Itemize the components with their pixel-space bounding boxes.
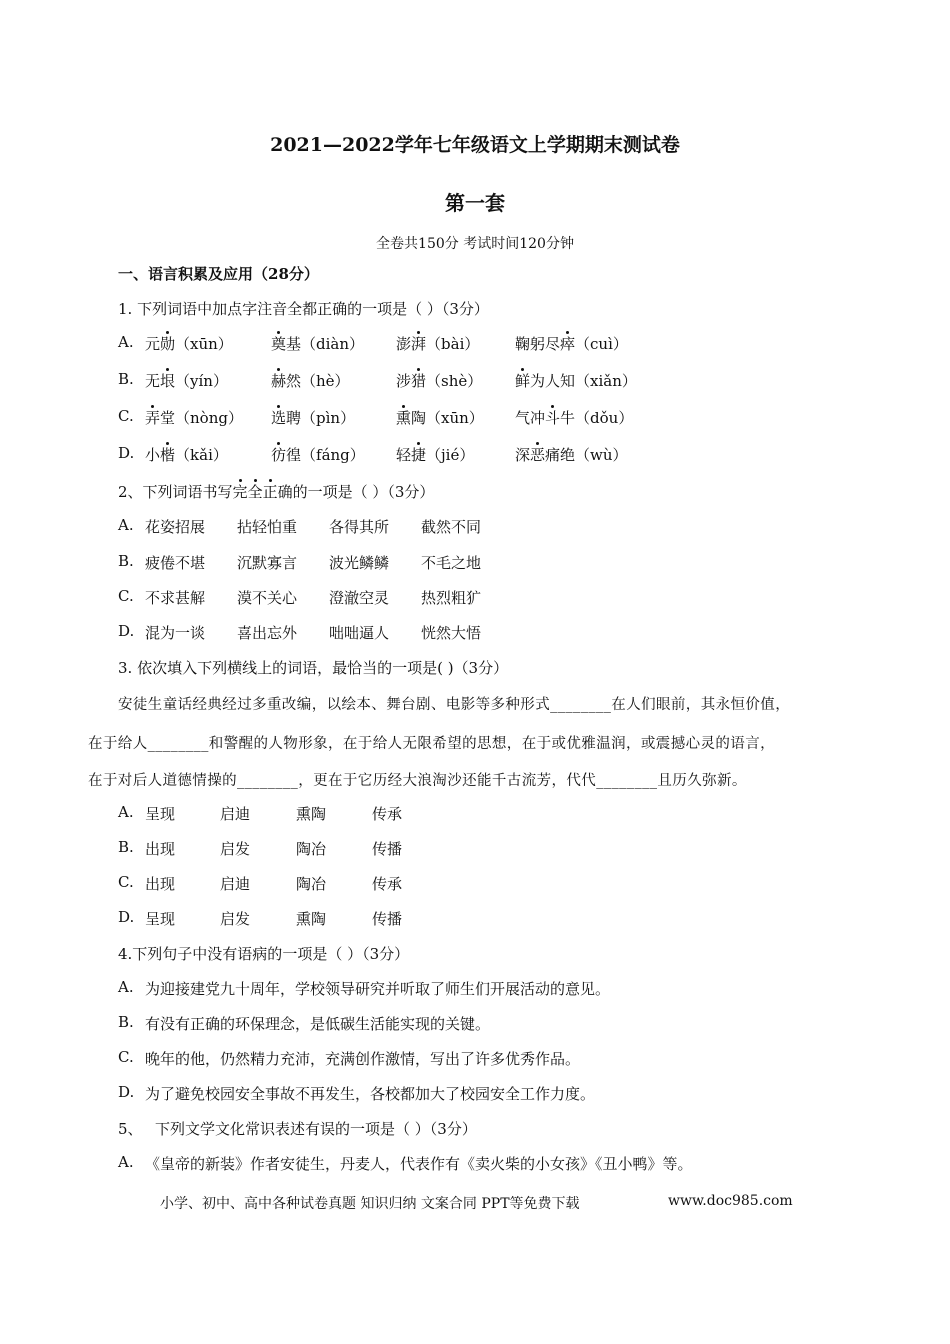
footer-text: 小学、初中、高中各种试卷真题 知识归纳 文案合同 PPT等免费下载 — [160, 1196, 580, 1212]
option-letter: A. — [118, 1153, 134, 1171]
option-term — [271, 370, 350, 391]
option-term — [396, 333, 479, 354]
term-post: （jié） — [426, 446, 475, 464]
option-term — [515, 407, 633, 428]
term-post: 痛绝（wù） — [545, 446, 628, 464]
option-term: 拈轻怕重 — [237, 518, 298, 536]
option-letter: D. — [118, 908, 135, 926]
dotted-char: 选 — [271, 409, 287, 427]
term-pre: 气冲 — [515, 409, 546, 427]
dotted-char: 正 — [262, 483, 278, 501]
question-4-stem: 4.下列句子中没有语病的一项是（ ）（3分） — [118, 945, 410, 963]
option-term: 呈现 — [145, 910, 176, 928]
option-term — [145, 370, 228, 391]
term-post: （bài） — [426, 335, 480, 353]
dotted-char: 勋 — [160, 335, 176, 353]
passage-line: 在于给人________和警醒的人物形象，在于给人无限希望的思想，在于或优雅温润，或震撼心灵的语言， — [88, 736, 775, 752]
option-text: 晚年的他，仍然精力充沛，充满创作激情，写出了许多优秀作品。 — [145, 1050, 581, 1068]
option-term: 喜出忘外 — [237, 624, 298, 642]
option-letter: C. — [118, 1048, 134, 1066]
dotted-char: 完 — [232, 483, 248, 501]
term-post: 基（diàn） — [286, 335, 365, 353]
term-post: 然（hè） — [286, 372, 350, 390]
option-term: 传播 — [372, 840, 403, 858]
option-term: 出现 — [145, 840, 176, 858]
option-term: 波光鳞鳞 — [329, 554, 390, 572]
option-term — [515, 370, 637, 391]
option-letter: A. — [118, 803, 134, 821]
term-post: （cuì） — [575, 335, 628, 353]
dotted-char: 鲜 — [515, 372, 531, 390]
dotted-char: 猎 — [411, 372, 427, 390]
dotted-char: 赫 — [271, 372, 287, 390]
option-letter: A. — [118, 333, 134, 351]
question-5-number: 5、 — [118, 1120, 143, 1138]
term-post: （xūn） — [175, 335, 233, 353]
option-term: 不求甚解 — [145, 589, 206, 607]
term-post: 堂（nòng） — [160, 409, 243, 427]
dotted-char: 垠 — [160, 372, 176, 390]
option-term: 启发 — [220, 910, 251, 928]
term-pre: 澎 — [396, 335, 412, 353]
option-letter: D. — [118, 622, 135, 640]
term-post: （kǎi） — [175, 446, 228, 464]
option-letter: D. — [118, 444, 135, 462]
question-2-stem — [118, 481, 434, 502]
option-term: 传承 — [372, 875, 403, 893]
footer-url[interactable]: www.doc985.com — [668, 1193, 793, 1209]
option-letter: C. — [118, 587, 134, 605]
dotted-char: 全 — [247, 483, 263, 501]
option-term: 陶冶 — [296, 840, 327, 858]
dotted-char: 斗 — [545, 409, 561, 427]
question-5-stem: 下列文学文化常识表述有误的一项是（ ）（3分） — [155, 1120, 477, 1138]
dotted-char: 弄 — [145, 409, 161, 427]
dotted-char: 恶 — [530, 446, 546, 464]
option-term — [271, 333, 364, 354]
dotted-char: 奠 — [271, 335, 287, 353]
option-term: 漠不关心 — [237, 589, 298, 607]
option-term — [396, 444, 474, 465]
option-letter: A. — [118, 516, 134, 534]
option-term: 出现 — [145, 875, 176, 893]
term-post: （shè） — [426, 372, 483, 390]
option-term: 混为一谈 — [145, 624, 206, 642]
option-term: 熏陶 — [296, 910, 327, 928]
option-term: 疲倦不堪 — [145, 554, 206, 572]
option-term: 传承 — [372, 805, 403, 823]
option-term: 恍然大悟 — [421, 624, 482, 642]
term-pre: 深 — [515, 446, 531, 464]
dotted-char: 湃 — [411, 335, 427, 353]
option-text: 《皇帝的新装》作者安徒生，丹麦人，代表作有《卖火柴的小女孩》《丑小鸭》等。 — [145, 1155, 693, 1173]
exam-title: 2021—2022学年七年级语文上学期期末测试卷 — [270, 134, 680, 156]
term-post: 牛（dǒu） — [560, 409, 634, 427]
option-term: 沉默寡言 — [237, 554, 298, 572]
option-term: 热烈粗犷 — [421, 589, 482, 607]
term-pre: 轻 — [396, 446, 412, 464]
term-pre: 涉 — [396, 372, 412, 390]
dotted-char: 熏 — [396, 409, 412, 427]
option-letter: B. — [118, 838, 134, 856]
option-term — [396, 407, 484, 428]
option-letter: A. — [118, 978, 134, 996]
option-letter: D. — [118, 1083, 135, 1101]
question-2-stem-pre: 2、下列词语书写 — [118, 483, 233, 501]
option-term: 熏陶 — [296, 805, 327, 823]
term-post: （yín） — [175, 372, 228, 390]
term-post: 为人知（xiǎn） — [530, 372, 637, 390]
option-text: 为迎接建党九十周年，学校领导研究并听取了师生们开展活动的意见。 — [145, 980, 611, 998]
dotted-char: 楷 — [160, 446, 176, 464]
option-letter: B. — [118, 1013, 134, 1031]
question-2-stem-post: 确的一项是（ ）（3分） — [277, 483, 435, 501]
option-term — [515, 333, 628, 354]
option-term — [145, 444, 228, 465]
option-term: 咄咄逼人 — [329, 624, 390, 642]
question-3-stem: 3. 依次填入下列横线上的词语，最恰当的一项是( )（3分） — [118, 659, 509, 677]
option-term: 各得其所 — [329, 518, 390, 536]
term-post: 徨（fáng） — [286, 446, 365, 464]
dotted-char: 瘁 — [560, 335, 576, 353]
option-term — [145, 407, 243, 428]
term-post: 聘（pìn） — [286, 409, 356, 427]
dotted-char: 彷 — [271, 446, 287, 464]
option-term: 启迪 — [220, 875, 251, 893]
option-text: 有没有正确的环保理念，是低碳生活能实现的关键。 — [145, 1015, 491, 1033]
option-term: 花姿招展 — [145, 518, 206, 536]
option-term: 截然不同 — [421, 518, 482, 536]
option-text: 为了避免校园安全事故不再发生，各校都加大了校园安全工作力度。 — [145, 1085, 596, 1103]
term-post: 陶（xūn） — [411, 409, 484, 427]
option-term: 启迪 — [220, 805, 251, 823]
option-letter: C. — [118, 873, 134, 891]
option-term: 陶冶 — [296, 875, 327, 893]
exam-subtitle: 第一套 — [445, 191, 505, 215]
option-letter: B. — [118, 552, 134, 570]
question-1-stem: 1. 下列词语中加点字注音全都正确的一项是（ ）（3分） — [118, 300, 489, 318]
option-term — [271, 444, 365, 465]
term-pre: 无 — [145, 372, 161, 390]
exam-info: 全卷共150分 考试时间120分钟 — [376, 236, 574, 252]
option-letter: C. — [118, 407, 134, 425]
option-letter: B. — [118, 370, 134, 388]
dotted-char: 捷 — [411, 446, 427, 464]
option-term: 呈现 — [145, 805, 176, 823]
option-term — [396, 370, 482, 391]
option-term — [145, 333, 233, 354]
option-term: 不毛之地 — [421, 554, 482, 572]
option-term — [271, 407, 355, 428]
option-term: 传播 — [372, 910, 403, 928]
option-term: 启发 — [220, 840, 251, 858]
passage-line: 安徒生童话经典经过多重改编，以绘本、舞台剧、电影等多种形式________在人们眼前，其永恒价值， — [118, 697, 791, 713]
option-term — [515, 444, 628, 465]
term-pre: 小 — [145, 446, 161, 464]
section-heading: 一、语言积累及应用（28分） — [118, 265, 319, 283]
passage-line: 在于对后人道德情操的________，更在于它历经大浪淘沙还能千古流芳，代代________且历久弥新。 — [88, 773, 747, 789]
option-term: 澄澈空灵 — [329, 589, 390, 607]
term-pre: 元 — [145, 335, 161, 353]
term-pre: 鞠躬尽 — [515, 335, 561, 353]
